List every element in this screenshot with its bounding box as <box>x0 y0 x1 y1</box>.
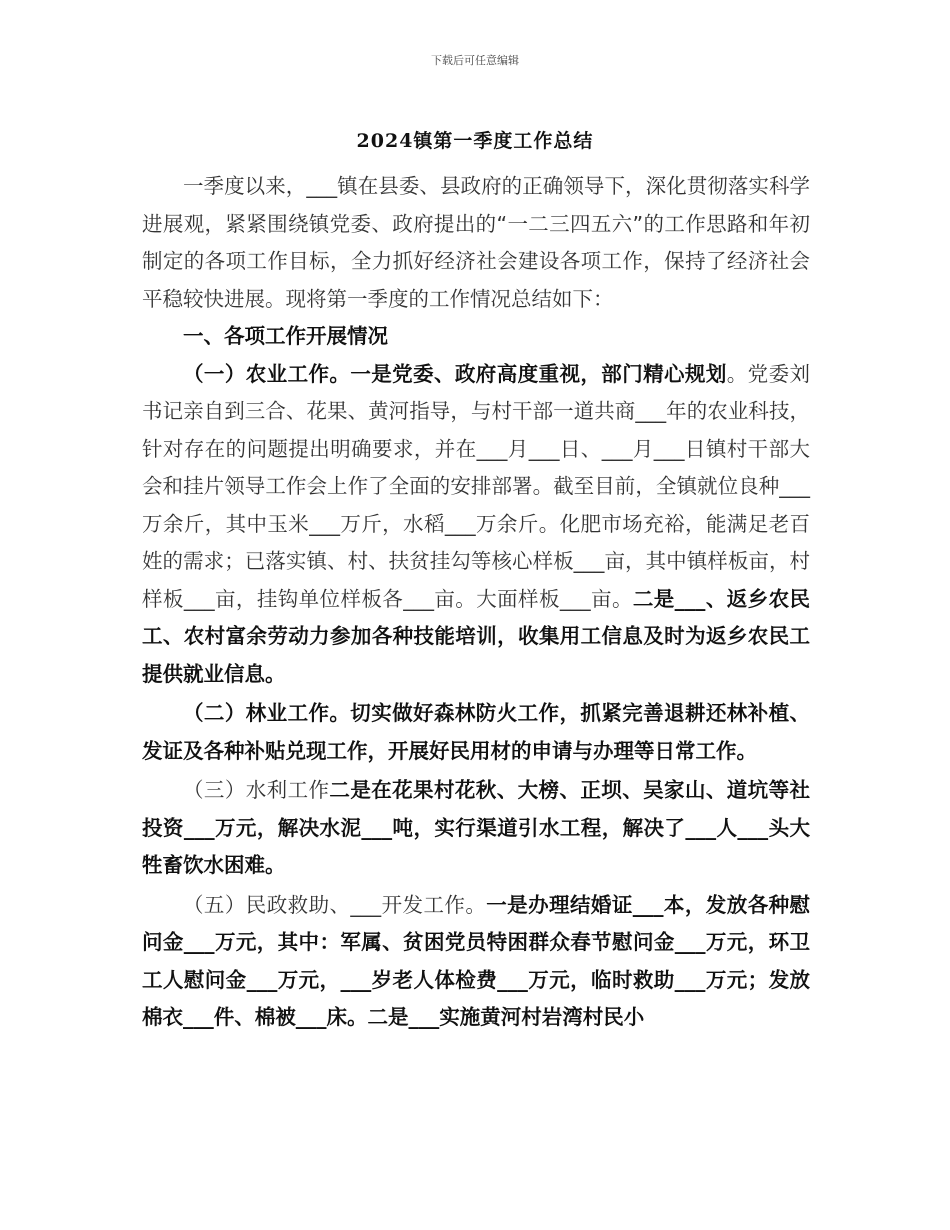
forestry-paragraph: （二）林业工作。切实做好森林防火工作，抓紧完善退耕还林补植、发证及各种补贴兑现工作，开展好民用材的申请与办理等日常工作。 <box>142 701 810 763</box>
document-title: 2024镇第一季度工作总结 <box>356 130 594 152</box>
water-text: 二是在花果村花秋、大榜、正坝、吴家山、道坑等社投资___万元，解决水泥___吨，实行渠道引水工程，解决了___人___头大牲畜饮水困难。 <box>142 778 811 877</box>
download-note: 下载后可任意编辑 <box>431 54 519 67</box>
civil-affairs-label: （五）民政救助、___开发工作。 <box>183 892 487 917</box>
document-body <box>142 168 810 1037</box>
water-label: （三）水利工作 <box>183 778 330 802</box>
civil-affairs-paragraph <box>142 887 810 1037</box>
agriculture-text: 。党委刘书记亲自到三合、花果、黄河指导，与村干部一道共商___年的农业科技，针对存在的问题提出明确要求，并在___月___日、___月___日镇村干部大会和挂片领导工作会上作了全面的安排部署。截至目前，全镇就位良种___万余斤，其中玉米___万斤，水稻___万余斤。化肥市场充裕，能满足老百姓的需求；已落实镇、村、扶贫挂勾等核心样板___亩，其中镇样板亩，村样板___亩，挂钩单位样板各___亩。大面样板___亩。 <box>142 361 811 611</box>
agriculture-bold-lead: 一是党委、政府高度重视，部门精心规划 <box>350 361 727 386</box>
agriculture-bold-second: 二是___、返乡农民工、农村富余劳动力参加各种技能培训，收集用工信息及时为返乡农民工提供就业信息。 <box>142 586 811 686</box>
civil-affairs-text: 一是办理结婚证___本，发放各种慰问金___万元，其中：军属、贫困党员特困群众春节慰问金___万元，环卫工人慰问金___万元，___岁老人体检费___万元，临时救助___万元；发放棉衣___件、棉被___床。二是___实施黄河村岩湾村民小 <box>142 892 810 1029</box>
agriculture-label: （一）农业工作。 <box>183 361 351 386</box>
water-paragraph <box>142 772 810 885</box>
agriculture-paragraph <box>142 356 810 694</box>
section-heading-1: 一、各项工作开展情况 <box>183 324 388 348</box>
intro-paragraph: 一季度以来，___镇在县委、县政府的正确领导下，深化贯彻落实科学进展观，紧紧围绕镇党委、政府提出的“一二三四五六”的工作思路和年初制定的各项工作目标，全力抓好经济社会建设各项工作，保持了经济社会平稳较快进展。现将第一季度的工作情况总结如下： <box>142 174 810 311</box>
